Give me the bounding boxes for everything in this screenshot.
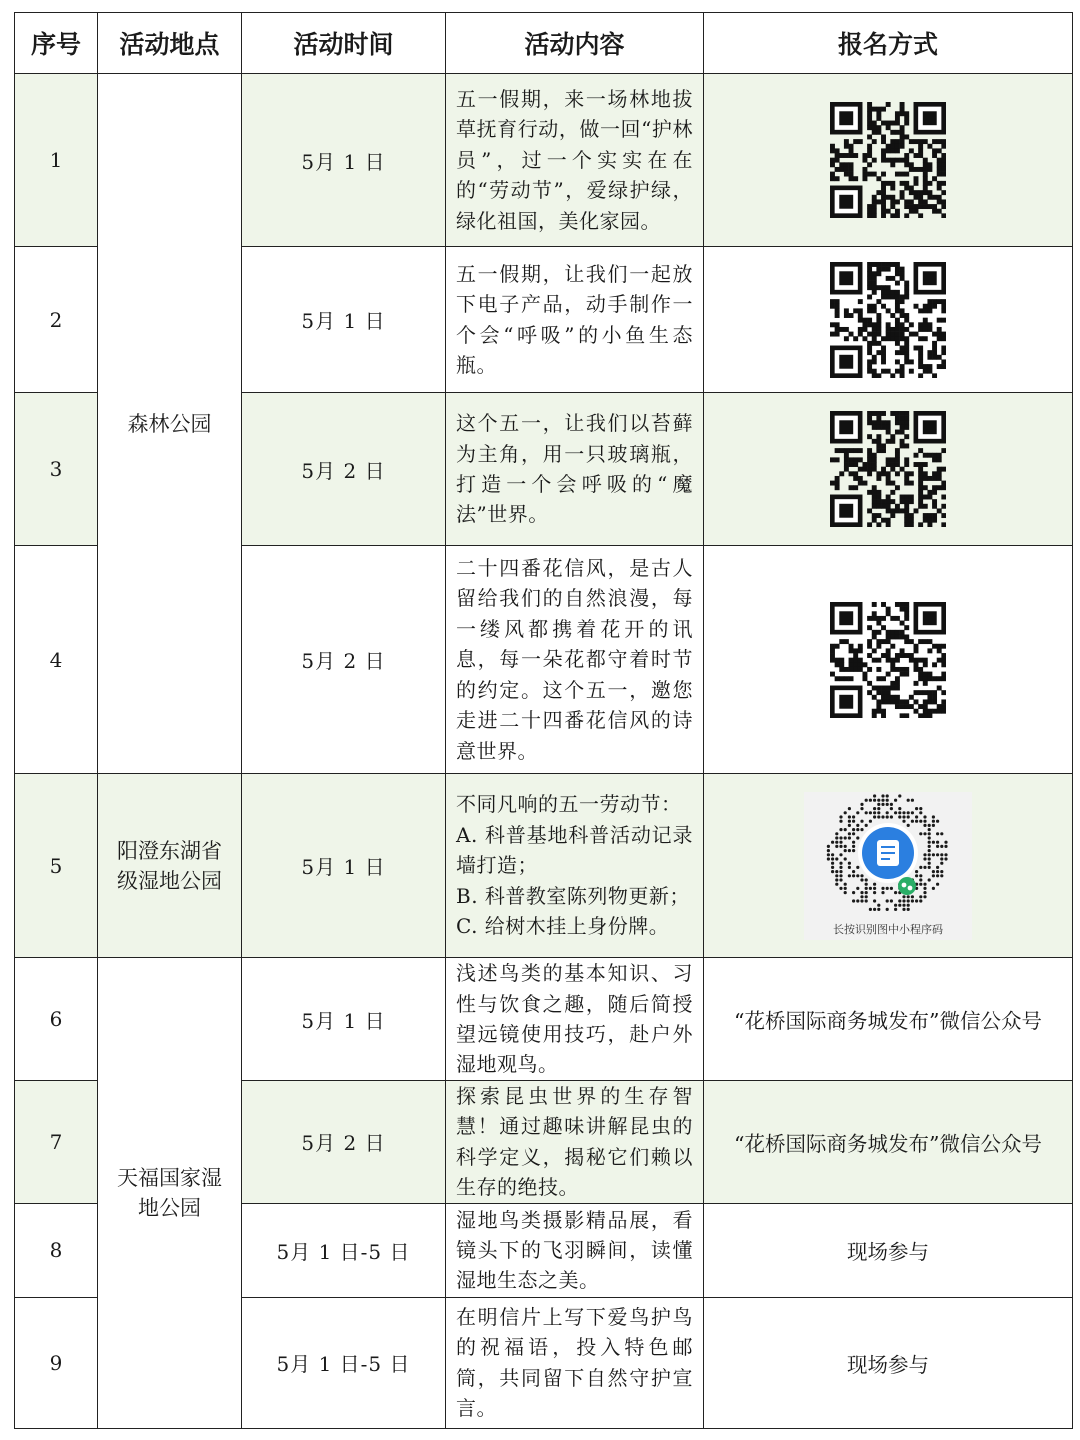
time-cell: 5月 2 日 bbox=[242, 546, 446, 774]
row-number: 9 bbox=[15, 1297, 98, 1428]
content-line: A. 科普基地科普活动记录墙打造； bbox=[456, 822, 693, 878]
time-cell: 5月 1 日 bbox=[242, 958, 446, 1081]
time-cell: 5月 1 日 bbox=[242, 74, 446, 247]
header-place: 活动地点 bbox=[98, 13, 242, 74]
content-line: B. 科普教室陈列物更新； bbox=[456, 883, 690, 908]
row-number: 6 bbox=[15, 958, 98, 1081]
header-content: 活动内容 bbox=[446, 13, 704, 74]
content-cell bbox=[446, 774, 704, 958]
qr-code-icon[interactable] bbox=[830, 602, 946, 718]
register-cell bbox=[704, 774, 1073, 958]
time-cell: 5月 1 日 bbox=[242, 774, 446, 958]
row-number: 1 bbox=[15, 74, 98, 247]
time-cell: 5月 1 日-5 日 bbox=[242, 1203, 446, 1297]
content-cell: 湿地鸟类摄影精品展，看镜头下的飞羽瞬间，读懂湿地生态之美。 bbox=[446, 1203, 704, 1297]
wechat-mini-program-icon bbox=[898, 877, 916, 895]
content-cell: 这个五一，让我们以苔藓为主角，用一只玻璃瓶，打造一个会呼吸的“魔法”世界。 bbox=[446, 393, 704, 546]
row-number: 5 bbox=[15, 774, 98, 958]
row-number: 2 bbox=[15, 247, 98, 393]
table-row bbox=[15, 774, 1073, 958]
place-cell: 天福国家湿地公园 bbox=[98, 958, 242, 1429]
header-no: 序号 bbox=[15, 13, 98, 74]
table-row bbox=[15, 958, 1073, 1081]
activity-table bbox=[14, 12, 1073, 1429]
header-register: 报名方式 bbox=[704, 13, 1073, 74]
content-cell: 二十四番花信风，是古人留给我们的自然浪漫，每一缕风都携着花开的讯息，每一朵花都守着时节的约定。这个五一，邀您走进二十四番花信风的诗意世界。 bbox=[446, 546, 704, 774]
time-cell: 5月 1 日-5 日 bbox=[242, 1297, 446, 1428]
time-cell: 5月 1 日 bbox=[242, 247, 446, 393]
place-cell: 森林公园 bbox=[98, 74, 242, 774]
table-row bbox=[15, 74, 1073, 247]
mini-program-code-icon bbox=[804, 792, 972, 922]
time-cell: 5月 2 日 bbox=[242, 393, 446, 546]
qr-code-icon[interactable] bbox=[830, 262, 946, 378]
row-number: 3 bbox=[15, 393, 98, 546]
content-cell: 探索昆虫世界的生存智慧！通过趣味讲解昆虫的科学定义，揭秘它们赖以生存的绝技。 bbox=[446, 1081, 704, 1204]
register-cell: “花桥国际商务城发布”微信公众号 bbox=[704, 958, 1073, 1081]
time-cell: 5月 2 日 bbox=[242, 1081, 446, 1204]
register-cell: 现场参与 bbox=[704, 1203, 1073, 1297]
table-header-row bbox=[15, 13, 1073, 74]
content-cell: 在明信片上写下爱鸟护鸟的祝福语，投入特色邮筒，共同留下自然守护宣言。 bbox=[446, 1297, 704, 1428]
qr-code-icon[interactable] bbox=[830, 102, 946, 218]
mini-program-code[interactable] bbox=[804, 792, 972, 940]
qr-code-icon[interactable] bbox=[830, 411, 946, 527]
register-cell bbox=[704, 247, 1073, 393]
mini-program-caption: 长按识别图中小程序码 bbox=[833, 922, 943, 936]
register-cell bbox=[704, 393, 1073, 546]
row-number: 7 bbox=[15, 1081, 98, 1204]
content-line: 不同凡响的五一劳动节： bbox=[456, 792, 682, 817]
register-cell bbox=[704, 546, 1073, 774]
register-cell: “花桥国际商务城发布”微信公众号 bbox=[704, 1081, 1073, 1204]
content-cell: 五一假期，让我们一起放下电子产品，动手制作一个会“呼吸”的小鱼生态瓶。 bbox=[446, 247, 704, 393]
register-cell: 现场参与 bbox=[704, 1297, 1073, 1428]
place-cell: 阳澄东湖省级湿地公园 bbox=[98, 774, 242, 958]
register-cell bbox=[704, 74, 1073, 247]
content-cell: 浅述鸟类的基本知识、习性与饮食之趣，随后简授望远镜使用技巧，赴户外湿地观鸟。 bbox=[446, 958, 704, 1081]
header-time: 活动时间 bbox=[242, 13, 446, 74]
content-line: C. 给树木挂上身份牌。 bbox=[456, 914, 670, 939]
content-cell: 五一假期，来一场林地拔草抚育行动，做一回“护林员”，过一个实实在在的“劳动节”，爱绿护绿，绿化祖国，美化家园。 bbox=[446, 74, 704, 247]
row-number: 4 bbox=[15, 546, 98, 774]
row-number: 8 bbox=[15, 1203, 98, 1297]
